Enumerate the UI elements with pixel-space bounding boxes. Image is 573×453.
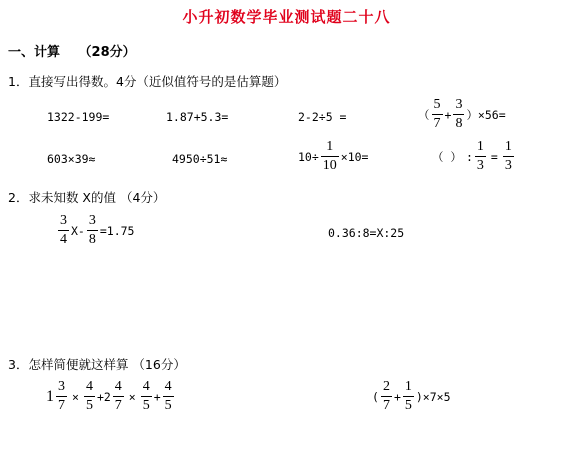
q3-expression-1 — [46, 380, 176, 413]
fraction: $\frac{1}{5}$ — [404, 379, 412, 413]
section-1-title: 一、计算 — [8, 45, 61, 60]
fraction: $\frac{1}{3}$ — [476, 139, 484, 173]
q1-item-5: 603×39≈ — [47, 152, 96, 166]
fraction: $\frac{4}{7}$ — [114, 379, 122, 413]
fraction: $\frac{3}{4}$ — [60, 213, 67, 247]
section-1-points: （28分） — [78, 45, 136, 60]
q1-item-1: 1322-199= — [47, 110, 110, 124]
fraction: $\frac{3}{8}$ — [88, 213, 96, 247]
question-1-label: 1．直接写出得数。4分（近似值符号的是估算题） — [8, 74, 287, 89]
q1-item-7 — [298, 140, 368, 173]
fraction: $\frac{3}{7}$ — [58, 379, 65, 413]
close-paren-tail: ）×56= — [466, 107, 506, 122]
open-paren: （ — [418, 107, 430, 122]
equation-tail: =1.75 — [99, 223, 135, 238]
page-title: 小升初数学毕业测试题二十八 — [182, 8, 391, 26]
fraction: $\frac{1}{3}$ — [504, 139, 512, 173]
q1-item-8 — [432, 140, 516, 173]
fraction: $\frac{4}{5}$ — [142, 379, 150, 413]
answer-blank: （ ） — [432, 149, 462, 164]
fraction: $\frac{3}{8}$ — [455, 97, 463, 131]
times-sign: × — [72, 389, 79, 404]
plus-sign: + — [393, 389, 401, 404]
expr-suffix: ×10= — [340, 149, 369, 164]
ratio-colon: : — [465, 149, 473, 164]
question-3-label: 3．怎样简便就这样算 （16分） — [8, 357, 186, 372]
q1-item-2: 1.87+5.3= — [166, 110, 229, 124]
section-1-heading — [8, 41, 136, 60]
fraction: $\frac{4}{5}$ — [164, 379, 172, 413]
fraction: $\frac{2}{7}$ — [382, 379, 390, 413]
plus-two: +2 — [96, 389, 111, 404]
fraction: $\frac{1}{10}$ — [322, 139, 337, 173]
close-paren-tail: )×7×5 — [415, 389, 451, 404]
q1-item-4 — [418, 98, 506, 131]
equation-middle: X- — [71, 223, 85, 238]
expr-prefix: 10÷ — [298, 149, 319, 164]
open-paren: ( — [372, 389, 379, 404]
fraction: $\frac{5}{7}$ — [433, 97, 441, 131]
plus-sign: + — [153, 389, 161, 404]
q1-item-3: 2-2÷5 = — [298, 110, 347, 124]
q2-equation-2: 0.36:8=X:25 — [328, 226, 405, 240]
q2-equation-1 — [56, 214, 134, 247]
q3-expression-2 — [372, 380, 451, 413]
question-2-label: 2．求未知数 X的值 （4分） — [8, 190, 166, 205]
times-sign: × — [128, 389, 136, 404]
whole-number: 1 — [46, 387, 54, 405]
fraction: $\frac{4}{5}$ — [85, 379, 93, 413]
q1-item-6: 4950÷51≈ — [172, 152, 228, 166]
plus-sign: + — [444, 107, 452, 122]
equals-sign: = — [490, 149, 498, 164]
